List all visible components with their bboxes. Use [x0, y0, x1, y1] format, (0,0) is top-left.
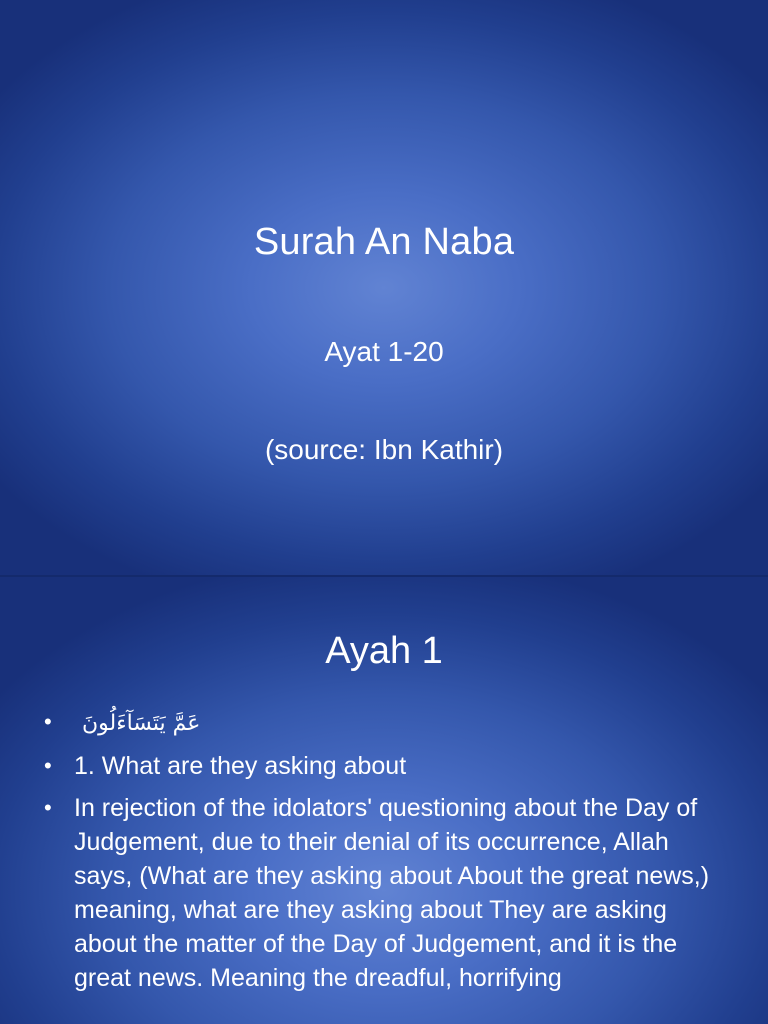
bullet-item-commentary — [44, 791, 714, 995]
arabic-verse-text: عَمَّ يَتَسَآءَلُونَ — [82, 711, 201, 736]
bullet-list — [44, 705, 714, 1003]
translation-text: 1. What are they asking about — [74, 752, 407, 780]
bullet-dot-icon: • — [44, 709, 52, 734]
commentary-text: In rejection of the idolators' questioning about the Day of Judgement, due to their denial of its occurrence, Allah says, (What are they asking about About the great news,) meaning, what are they asking about They are asking about the matter of the Day of Judgement, and it is the great news. Meaning the dreadful, horrifying — [74, 794, 710, 992]
bullet-dot-icon: • — [44, 753, 52, 778]
bullet-item-arabic — [44, 705, 714, 741]
slide-subtitle-source: (source: Ibn Kathir) — [264, 434, 504, 465]
bullet-item-translation — [44, 749, 714, 783]
slide-ayah-heading: Ayah 1 — [325, 630, 443, 672]
slide-subtitle-ayat: Ayat 1-20 — [324, 336, 444, 367]
bullet-dot-icon: • — [44, 795, 52, 820]
slide-ayah-1 — [0, 577, 768, 1024]
slide-title-heading: Surah An Naba — [253, 221, 515, 263]
